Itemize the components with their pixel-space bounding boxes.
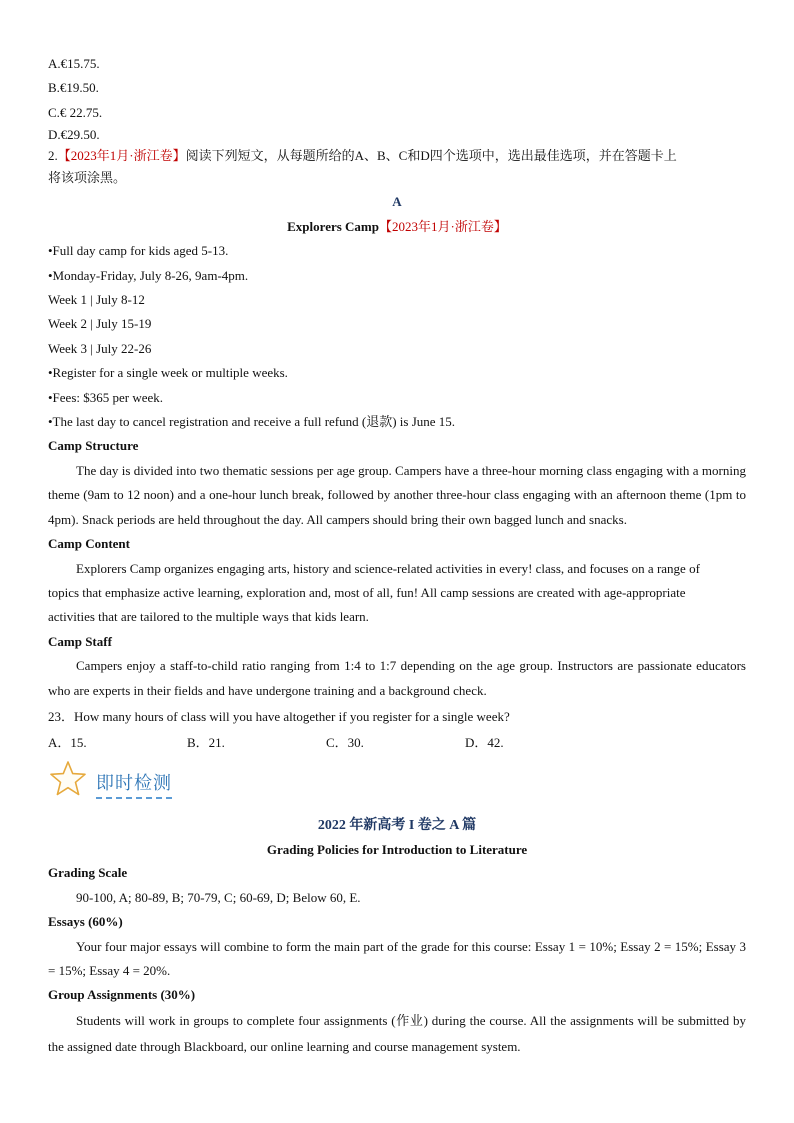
question23-options — [48, 731, 746, 755]
question2-number: 2. — [48, 148, 58, 164]
prev-option-b: B.€19.50. — [48, 80, 99, 96]
group-assignments-text: Students will work in groups to complete four assignments (作业) during the course. All the assignments will be submitted by the assigned date through Blackboard, our online learning and course management system. — [48, 1012, 746, 1054]
essays-heading: Essays (60%) — [48, 914, 123, 930]
camp-info-line-8: •The last day to cancel registration and receive a full refund (退款) is June 15. — [48, 414, 456, 430]
camp-info-line-7: •Fees: $365 per week. — [48, 389, 164, 405]
passage-title — [48, 215, 746, 239]
camp-info-line-3: Week 1 | July 8-12 — [48, 292, 145, 308]
prev-option-a: A.€15.75. — [48, 56, 100, 71]
camp-structure-text: The day is divided into two thematic sessions per age group. Campers have a three-hour morning class engaging with a morning theme (9am to 12 noon) and a one-hour lunch break, followed by another three-hour class engaging with an afternoon theme (1pm to 4pm). Snack periods are held throughout the day. All campers should bring their own bagged lunch and snacks. — [48, 462, 746, 527]
question2-instruction-1: 阅读下列短文，从每题所给的A、B、C和D四个选项中，选出最佳选项，并在答题卡上 — [185, 148, 677, 164]
instant-check-banner — [48, 759, 746, 805]
camp-info-line-4: Week 2 | July 15-19 — [48, 316, 152, 332]
question23-option-a: A．15. — [48, 735, 87, 751]
grading-scale-text: 90-100, A; 80-89, B; 70-79, C; 60-69, D; Below 60, E. — [76, 889, 361, 905]
question23-stem: 23．How many hours of class will you have altogether if you register for a single week? — [48, 708, 510, 724]
camp-structure-heading: Camp Structure — [48, 438, 139, 454]
camp-content-text: Explorers Camp organizes engaging arts, history and science-related activities in every! class, and focuses on a range of topics that emphasize active learning, exploration and, most of all, fun! All camp sessions are created with age-appropriate activities that are tailored to the multiple ways that kids learn. — [48, 560, 700, 625]
question23-option-b: B．21. — [187, 735, 225, 751]
star-outline-icon — [48, 759, 88, 799]
camp-info-line-6: •Register for a single week or multiple weeks. — [48, 365, 288, 381]
passage-title-source: 【2023年1月·浙江卷】 — [379, 219, 507, 235]
camp-staff-heading: Camp Staff — [48, 633, 112, 649]
section2-title: 2022 年新高考 I 卷之 A 篇 — [317, 818, 477, 834]
document-page — [48, 52, 746, 1060]
section2-subtitle: Grading Policies for Introduction to Literature — [266, 842, 528, 858]
prev-option-d: D.€29.50. — [48, 127, 100, 143]
question23-option-c: C．30. — [326, 735, 364, 751]
camp-info-line-1: •Full day camp for kids aged 5-13. — [48, 243, 229, 259]
essays-text: Your four major essays will combine to form the main part of the grade for this course: Essay 1 = 10%; Essay 2 = 15%; Essay 3 = 15%; Essay 4 = 20%. — [48, 938, 746, 978]
question2-instruction-2: 将该项涂黑。 — [48, 170, 127, 186]
prev-option-c: C.€ 22.75. — [48, 104, 103, 120]
group-assignments-heading: Group Assignments (30%) — [48, 987, 196, 1003]
camp-info-line-2: •Monday-Friday, July 8-26, 9am-4pm. — [48, 267, 249, 283]
instant-check-label: 即时检测 — [96, 769, 172, 799]
question2-source: 【2023年1月·浙江卷】 — [57, 148, 186, 164]
passage-letter: A — [392, 194, 402, 210]
camp-content-heading: Camp Content — [48, 536, 130, 552]
grading-scale-heading: Grading Scale — [48, 865, 128, 881]
camp-staff-text: Campers enjoy a staff-to-child ratio ranging from 1:4 to 1:7 depending on the age group. Instructors are passionate educators who are experts in their fields and have undergone training and a background check. — [48, 658, 746, 698]
passage-title-text: Explorers Camp — [287, 219, 379, 235]
camp-info-line-5: Week 3 | July 22-26 — [48, 340, 152, 356]
question23-option-d: D．42. — [465, 735, 504, 751]
question2-header — [48, 145, 746, 167]
